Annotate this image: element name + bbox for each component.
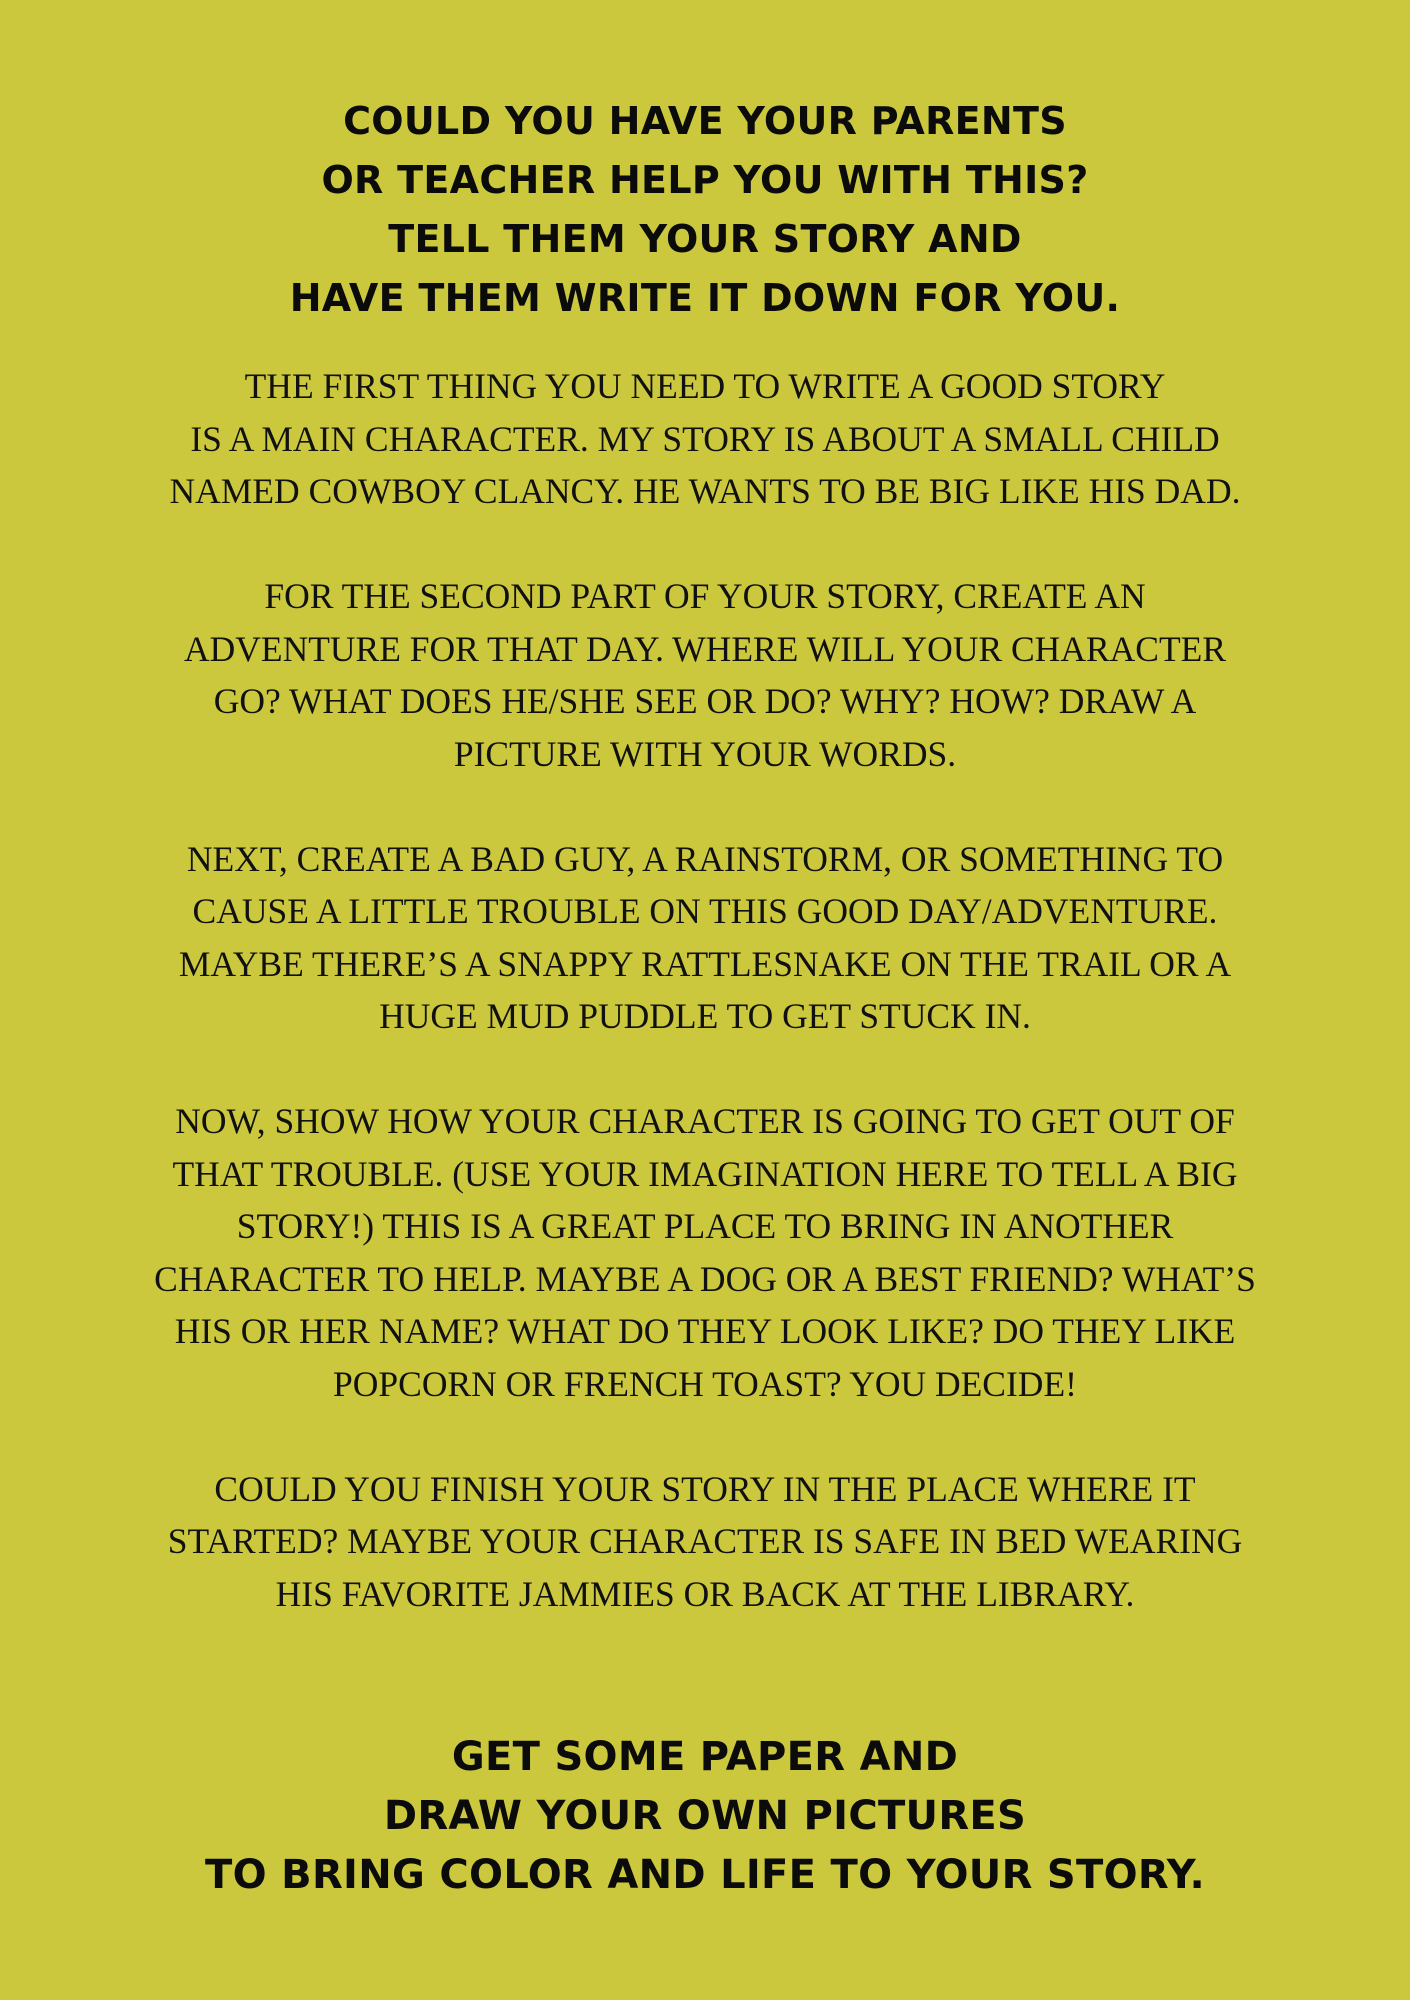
paragraph-line: NAMED COWBOY CLANCY. HE WANTS TO BE BIG LIKE HIS DAD.	[169, 471, 1241, 511]
intro-heading-line: HAVE THEM WRITE IT DOWN FOR YOU.	[289, 276, 1121, 320]
paragraph-line: CAUSE A LITTLE TROUBLE ON THIS GOOD DAY/ADVENTURE.	[192, 891, 1218, 931]
paragraph-adventure	[0, 570, 1410, 780]
outro-heading-line: DRAW YOUR OWN PICTURES	[383, 1793, 1027, 1839]
paragraph-line: THAT TROUBLE. (USE YOUR IMAGINATION HERE TO TELL A BIG	[172, 1153, 1238, 1194]
outro-heading	[0, 1728, 1410, 1905]
paragraph-resolution	[0, 1095, 1410, 1410]
paragraph-main-character	[0, 360, 1410, 518]
paragraph-line: HIS OR HER NAME? WHAT DO THEY LOOK LIKE? DO THEY LIKE	[174, 1311, 1236, 1351]
paragraph-line: NEXT, CREATE A BAD GUY, A RAINSTORM, OR SOMETHING TO	[186, 838, 1224, 879]
paragraph-line: POPCORN OR FRENCH TOAST? YOU DECIDE!	[333, 1363, 1077, 1404]
intro-heading-line: OR TEACHER HELP YOU WITH THIS?	[321, 158, 1089, 202]
paragraph-line: MAYBE THERE’S A SNAPPY RATTLESNAKE ON THE TRAIL OR A	[178, 943, 1232, 984]
intro-heading-line: COULD YOU HAVE YOUR PARENTS	[343, 99, 1067, 143]
paragraph-line: HUGE MUD PUDDLE TO GET STUCK IN.	[379, 996, 1031, 1036]
instructions-body	[0, 360, 1410, 1673]
paragraph-line: PICTURE WITH YOUR WORDS.	[453, 733, 957, 774]
intro-heading-line: TELL THEM YOUR STORY AND	[388, 217, 1022, 261]
paragraph-line: CHARACTER TO HELP. MAYBE A DOG OR A BEST FRIEND? WHAT’S	[154, 1258, 1256, 1299]
paragraph-line: THE FIRST THING YOU NEED TO WRITE A GOOD STORY	[244, 366, 1166, 406]
paragraph-line: STARTED? MAYBE YOUR CHARACTER IS SAFE IN BED WEARING	[167, 1521, 1243, 1561]
paragraph-line: GO? WHAT DOES HE/SHE SEE OR DO? WHY? HOW? DRAW A	[213, 681, 1197, 721]
paragraph-line: IS A MAIN CHARACTER. MY STORY IS ABOUT A SMALL CHILD	[190, 418, 1220, 459]
outro-heading-line: GET SOME PAPER AND	[451, 1734, 959, 1780]
outro-heading-line: TO BRING COLOR AND LIFE TO YOUR STORY.	[205, 1852, 1205, 1898]
intro-heading	[0, 92, 1410, 328]
paragraph-line: NOW, SHOW HOW YOUR CHARACTER IS GOING TO GET OUT OF	[175, 1101, 1235, 1141]
paragraph-line: HIS FAVORITE JAMMIES OR BACK AT THE LIBRARY.	[275, 1573, 1135, 1614]
paragraph-line: ADVENTURE FOR THAT DAY. WHERE WILL YOUR CHARACTER	[183, 628, 1227, 669]
paragraph-line: COULD YOU FINISH YOUR STORY IN THE PLACE WHERE IT	[214, 1468, 1196, 1509]
paragraph-line: FOR THE SECOND PART OF YOUR STORY, CREATE AN	[264, 576, 1146, 616]
paragraph-line: STORY!) THIS IS A GREAT PLACE TO BRING IN ANOTHER	[236, 1206, 1174, 1246]
paragraph-ending	[0, 1463, 1410, 1621]
paragraph-trouble	[0, 833, 1410, 1043]
